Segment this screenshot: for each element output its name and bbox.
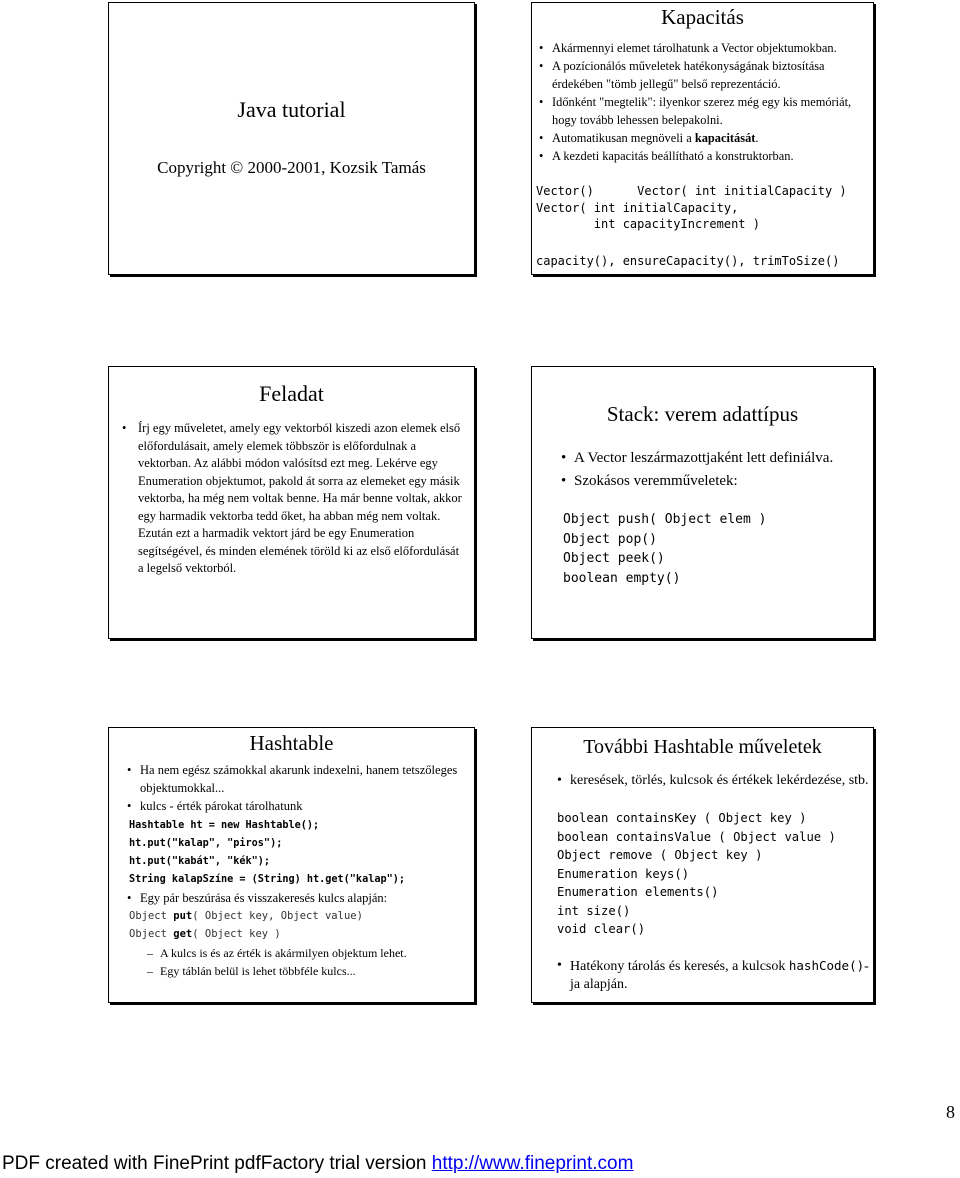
list-item: • Írj egy műveletet, amely egy vektorból kiszedi azon elemek első előfordulásait, amely elemek többször is előfordulnak a vektorban. Az alábbi módon valósítsd ezt meg. Lekérve egy Enumeration objektumot, pakold át sorra az elemeket egy másik vektorba, ha még nem voltak benne. Ha már benne voltak, akkor egy harmadik vektorba tedd őket, ha abban még nem voltak. Ezután ezt a harmadik vektort járd be egy Enumeration segítségével, és minden elemének töröld ki az első előfordulását a legelső vektorból. — [119, 420, 464, 578]
code-put-type: Object — [129, 910, 174, 922]
bullet-list — [554, 957, 870, 994]
page-number: 8 — [946, 1102, 955, 1122]
list-item: • A pozícionálós műveletek hatékonyságának biztosítása érdekében "tömb jellegű" belső reprezentáció. — [536, 57, 868, 93]
slide-title: Feladat — [259, 381, 324, 406]
list-item-text: Automatikusan megnöveli a — [552, 131, 695, 145]
slide-kapacitas — [531, 2, 874, 275]
copyright-text: Copyright © 2000-2001, Kozsik Tamás — [157, 158, 426, 177]
bullet-list — [124, 889, 469, 907]
inline-code: hashCode() — [788, 958, 865, 973]
list-item: – Egy táblán belül is lehet többféle kulcs... — [144, 962, 464, 980]
code-hashtable-example: Hashtable ht = new Hashtable(); ht.put("kalap", "piros"); ht.put("kabát", "kék"); String kalapSzíne = (String) ht.get("kalap"); — [129, 820, 406, 885]
footer-text: PDF created with FinePrint pdfFactory trial version — [2, 1153, 432, 1174]
pdf-footer — [2, 1153, 633, 1175]
code-put — [129, 907, 363, 925]
code-get — [129, 925, 281, 943]
slide-title: Kapacitás — [661, 5, 744, 29]
footer-link[interactable]: http://www.fineprint.com — [431, 1153, 634, 1174]
slide-title: További Hashtable műveletek — [583, 736, 822, 758]
bold-word: kapacitását — [694, 131, 756, 145]
slide-hashtable — [108, 727, 475, 1003]
list-item: • Egy pár beszúrása és visszakeresés kulcs alapján: — [124, 889, 469, 907]
slide-stack — [531, 366, 874, 639]
list-item: • kulcs - érték párokat tárolhatunk — [124, 797, 469, 815]
list-item — [536, 129, 868, 147]
code-stack-methods: Object push( Object elem ) Object pop() Object peek() boolean empty() — [563, 512, 767, 586]
code-constructors: Vector() Vector( int initialCapacity ) Vector( int initialCapacity, int capacityIncrement ) — [536, 184, 847, 231]
slide-feladat — [108, 366, 475, 639]
slide-title: Hashtable — [249, 731, 334, 755]
slide-java-tutorial — [108, 2, 475, 275]
slide-title: Java tutorial — [237, 97, 346, 122]
code-get-name: get — [173, 928, 193, 940]
list-item: • Időnként "megtelik": ilyenkor szerez még egy kis memóriát, hogy tovább lehessen belepakolni. — [536, 93, 868, 129]
list-item: • A kezdeti kapacitás beállítható a konstruktorban. — [536, 147, 868, 165]
code-get-type: Object — [129, 928, 174, 940]
list-item: • Akármennyi elemet tárolhatunk a Vector objektumokban. — [536, 39, 868, 57]
code-put-params: ( Object key, Object value) — [192, 910, 363, 922]
list-item-suffix: . — [755, 131, 759, 145]
bullet-list — [558, 447, 873, 493]
list-item-text: Hatékony tárolás és keresés, a kulcsok — [570, 959, 789, 974]
code-hashtable-methods: boolean containsKey ( Object key ) boolean containsValue ( Object value ) Object remove ( Object key ) Enumeration keys() Enumeration elements() int size() void clear() — [557, 811, 836, 936]
bullet-list — [124, 761, 469, 815]
list-item: – A kulcs is és az érték is akármilyen objektum lehet. — [144, 944, 464, 962]
slide-tovabbi-hashtable — [531, 727, 874, 1003]
bullet-list — [554, 771, 870, 790]
list-item — [554, 957, 870, 994]
list-item: • Ha nem egész számokkal akarunk indexelni, hanem tetszőleges objektumokkal... — [124, 761, 469, 797]
bullet-list — [536, 39, 868, 165]
code-put-name: put — [173, 910, 193, 922]
code-get-params: ( Object key ) — [192, 928, 281, 940]
code-methods: capacity(), ensureCapacity(), trimToSize() — [536, 254, 840, 268]
list-item: • A Vector leszármazottjaként lett definiálva. — [558, 447, 873, 470]
slide-title: Stack: verem adattípus — [606, 402, 799, 426]
list-item-suffix: -ja alapján. — [570, 959, 869, 992]
bullet-list — [119, 420, 464, 578]
list-item: • keresések, törlés, kulcsok és értékek lekérdezése, stb. — [554, 771, 870, 790]
sub-list — [144, 944, 464, 980]
list-item: • Szokásos veremműveletek: — [558, 470, 873, 493]
